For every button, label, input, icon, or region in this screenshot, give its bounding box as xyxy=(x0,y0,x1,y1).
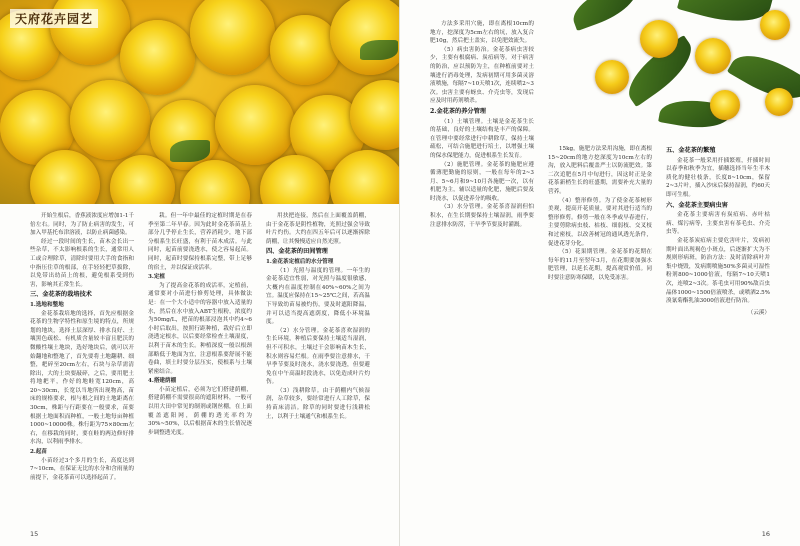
decorative-camellia-branch xyxy=(560,0,800,140)
right-column-1 xyxy=(430,20,534,530)
subsection-heading: 4.搭建荫棚 xyxy=(148,378,177,385)
right-column-3 xyxy=(666,145,770,530)
body-paragraph: 经过一段时间的生长，苗木会长出一些杂草，不太影响根系的生长，通常用人工或合理除草，清除时要用大手的食指和中指压住草的根部，在手轻轻把草拔除，以免带出幼苗上的根，避免根系受到伤害，影响其正常生长。 xyxy=(30,238,134,288)
subsection-heading: 2.起苗 xyxy=(30,449,48,456)
left-column-3 xyxy=(266,212,370,530)
page-number-right: 16 xyxy=(761,530,770,538)
right-page xyxy=(400,0,800,546)
section-heading: 四、金花茶的田间管理 xyxy=(266,248,328,256)
body-paragraph: 15kg，施肥方法采用沟施，即在离根15~20cm的地方挖深度为10cm左右的沟，放入肥料后覆盖严土以防流肥效。第二次追肥在5月中旬进行，因这时正是金花茶新梢生长的旺盛期，需要补充大量的营养。 xyxy=(548,146,652,195)
body-paragraph: （3）浅耕除草。由于荫棚内气候湿润，杂草较多，要经常进行人工除草，保持苗床清洁。除草的同时要进行浅耕松土，以利于土壤通气和根系生长。 xyxy=(266,387,370,420)
body-paragraph: 金花茶一般采用扦插繁殖，扦插时间以春季和秋季为宜，插穗选择当年生半木质化的健壮枝条，长度8~10cm，保留2~3片叶，插入沙床后保持湿润，约60天即可生根。 xyxy=(666,157,770,198)
section-heading: 五、金花茶的繁殖 xyxy=(666,147,716,154)
subsection-heading: 1.金花茶定植后的水分管理 xyxy=(266,258,334,265)
body-paragraph: （1）光照与温度的管理。一年生的金花茶适宜性弱，对光照与温度很敏感，大概内在温度控制在40%~60%之间为宜。温度应保持在15~25℃之间，若高温下导致幼苗易被灼伤，要及时遮阳降温，并可以适当提高遮荫度，降低小环境温度。 xyxy=(266,267,370,326)
author-credit: （云溪） xyxy=(747,309,770,316)
body-paragraph: 开始生根后，香蕉液浓度应增加1-1千倍左右。同时，为了防止病害的发生，可加入甲基托布津溶液，以防止病菌感染。 xyxy=(30,213,134,237)
subsection-heading: 3.定植 xyxy=(148,274,166,281)
section-heading: 六、金花茶主要病虫害 xyxy=(666,201,728,209)
body-paragraph: （4）整形修剪。为了使金花茶树形美观，提高开花质量，要对其进行适当的整形修剪。修剪一般在冬季或早春进行，主要剪除病虫枝、枯枝、细弱枝、交叉枝和过密枝，以改善树冠的通风透光条件，促进花芽分化。 xyxy=(548,197,652,247)
body-paragraph: 小苗定植后，必须为它们搭建荫棚，搭建荫棚不需要很高的遮阳材料，一般可以用大田中常见的制剂或钢丝棚，在上面覆盖遮阳网，荫棚的透光率约为30%~50%，以后根据苗木的生长情况逐步调整透光度。 xyxy=(148,386,252,436)
left-column-2 xyxy=(148,212,252,530)
body-paragraph: 方法多采用穴施，即在离根10cm的地方，挖深度为5cm左右的坑，放入复合肥10g，然后把土盖实，以免肥效流失。 xyxy=(430,21,534,45)
body-paragraph: （5）花果期管理。金花茶的花期在每年的11月至翌年3月，在花期要加强水肥管理，以延长花期，提高观赏价值。同时要注意防寒保暖，以免受冻害。 xyxy=(548,249,652,281)
left-column-1 xyxy=(30,212,134,530)
section-heading: 2.金花茶的养分管理 xyxy=(430,107,486,115)
body-paragraph: 金花茶栽培地的选择，首先应根据金花茶的生物学特性和原生境的特点，所规划的地块，选择土层深厚、排水良好、土壤黑色疏松、有机质含量较丰富且肥沃的微酸性壤土地块，选好地块后，就可以开始翻地和整地了，首先要将土地翻耕、细整，耙碎至20cm左右，石块与杂草需清除出，大的土块要敲碎，之后，要用肥土将地耙平，作好的地畦宽120cm，高20~30cm，长宽以当地所出现物高，苗床的规格要求，根与根之间的土地距离在30cm，株距与行距要在一般要求，苗要根据土地面积而种植，一般土地每亩种植1000~10000株。株行距为75×80cm左右，在移栽的同时，要在畦的两边修好排水沟，以利雨季排水。 xyxy=(30,310,134,446)
right-column-2 xyxy=(548,145,652,530)
body-paragraph: 为了提高金花茶的成活率，定植前，通常要对小苗进行修剪处理，具体做法是：在一个大小适中的容器中放入适量的水，然后在水中放入ABT生根粉，浓度约为50mg/L，把苗的根部浸泡其中约4~6小时后取出，按照行距种植，栽好后立即浇透定根水，以后要经常检查土壤湿度，以利于苗木的生长。种植深度一般以根颈部略低于地面为宜，注意根系要舒展不能卷曲，填土时要分层压实，使根系与土壤紧密结合。 xyxy=(148,282,252,375)
body-paragraph: 金花茶主要病害有炭疽病、赤叶枯病、煤污病等，主要虫害有茶毛虫、介壳虫等。 xyxy=(666,212,770,236)
subsection-heading: 1.选地和整地 xyxy=(30,301,64,308)
magazine-masthead: 天府花卉园艺 xyxy=(10,9,98,28)
page-number-left: 15 xyxy=(30,530,39,538)
body-paragraph: （2）水分管理。金花茶喜欢湿润的生长环境，种植后要保持土壤适当湿润，但不可积水，土壤过干会影响苗木生长，积水则容易烂根。在雨季要注意排水，干旱季节要及时浇水，浇水要浇透，但要避免在中午高温时段浇水，以免造成叶片灼伤。 xyxy=(266,327,370,386)
header-photo-camellia xyxy=(0,0,400,204)
body-paragraph: 金花茶炭疽病主要危害叶片，发病初期叶面出现褐色小斑点，后逐渐扩大为不规则形病斑，防治方法：及时清除病叶并集中烧毁，发病期喷施50%多菌灵可湿性粉剂800~1000倍液，每隔7~10天喷1次，连喷2~3次。茶毛虫可用90%敌百虫晶体1000~1500倍液喷杀，或喷洒2.5%溴氰菊酯乳油3000倍液进行防治。 xyxy=(666,237,770,305)
body-paragraph: （3）水分管理。金花茶喜湿润但怕积水，在生长期要保持土壤湿润，雨季要注意排水防涝，干旱季节要及时灌溉。 xyxy=(430,204,534,228)
body-paragraph: （5）病虫害防治。金花茶病虫害较少，主要有根腐病、炭疽病等。对于病害的防治，应以预防为主，在种植前要对土壤进行消毒处理，发病初期可用多菌灵溶液喷施，每隔7~10天喷1次，连续喷2~3次。虫害主要有蚜虫、介壳虫等，发现后应及时用药剂喷杀。 xyxy=(430,46,534,105)
body-paragraph: 栽。但一年中最佳的定植时期是在春季至第二年早春。因为此时金花茶苗基上部分几乎停止生长，营养消耗少，地下部分根系生长旺盛，有利于苗木成活。与此同时，起苗前要浇透水，使之容易起苗。同时，起苗时要保持根系完整，带上足够的宿土，并以保证成活率。 xyxy=(148,213,252,271)
body-paragraph: 小苗经过3个多月的生长，高度达到7~10cm，在保证无比的水分和含雨量的前提下，金花茶苗可以选择起苗了。 xyxy=(30,457,134,481)
section-heading: 三、金花茶的栽培技术 xyxy=(30,291,92,299)
body-paragraph: （1）土壤管理。土壤是金花茶生长的基础，良好的土壤结构是丰产的保障。在管理中要经常进行中耕除草，保持土壤疏松，可结合施肥进行培土，以增强土壤的保水保肥能力，促进根系生长发育。 xyxy=(430,118,534,159)
body-paragraph: 用扶把连接，然后在上面覆盖荫棚，由于金花茶是阴性植物，光照过强会导致叶片灼伤。大约在四五年后可以逐渐拆除荫棚，让其慢慢适应自然光照。 xyxy=(266,213,370,245)
body-paragraph: （2）施肥管理。金花茶的施肥应遵循薄肥勤施的原则，一般在每年的2~3月、5~6月和9~10月各施肥一次，以有机肥为主，辅以适量的化肥，施肥后要及时浇水，以促进养分的吸收。 xyxy=(430,161,534,202)
